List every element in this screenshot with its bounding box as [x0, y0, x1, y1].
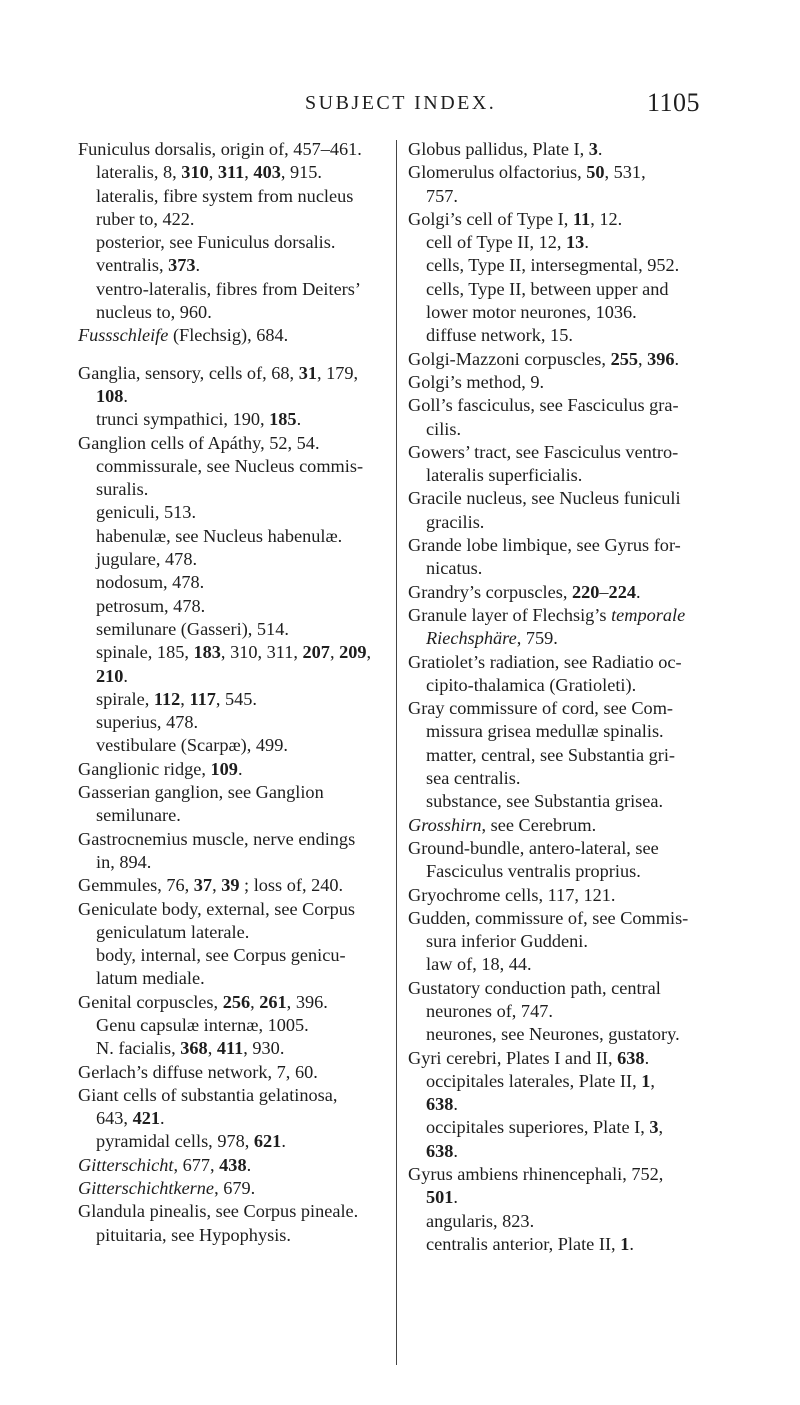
index-entry-line [78, 432, 394, 455]
entry-text: Giant cells of substantia gelatinosa, [78, 1084, 338, 1105]
entry-text: ruber to, 422. [96, 208, 195, 229]
entry-text: Funiculus dorsalis, origin of, 457–461. [78, 139, 362, 159]
index-entry-line [408, 231, 722, 254]
page-reference-bold: 109 [210, 758, 238, 779]
page-reference-bold: 210 [96, 665, 124, 686]
entry-text: . [123, 385, 128, 406]
page-reference-bold: 311 [217, 162, 245, 183]
page-reference-bold: 368 [180, 1038, 208, 1059]
index-entry-line [408, 1116, 722, 1139]
entry-text: . [296, 409, 302, 430]
page-reference-bold: 112 [153, 688, 181, 709]
entry-text: nucleus to, 960. [96, 302, 212, 323]
index-entry-line [78, 758, 394, 781]
entry-text: , 12. [590, 208, 623, 229]
entry-text: semilunare. [96, 805, 181, 826]
entry-text: posterior, see Funiculus dorsalis. [96, 232, 336, 253]
page-reference-bold: 50 [586, 162, 605, 183]
entry-text: cilis. [426, 418, 462, 439]
index-entry-line [78, 185, 394, 208]
page-reference-bold: 255 [610, 348, 638, 369]
entry-text: trunci sympathici, 190, [96, 409, 270, 430]
entry-text: geniculi, 513. [96, 502, 197, 523]
page-reference-bold: 501 [426, 1187, 454, 1208]
entry-text: matter, central, see Substantia gri- [426, 744, 676, 765]
index-entry-line [78, 1154, 394, 1177]
entry-text: Ground-bundle, antero-lateral, see [408, 837, 659, 858]
page-reference-bold: 1 [641, 1070, 651, 1091]
entry-text: gracilis. [426, 511, 485, 532]
entry-text: , 396. [286, 991, 328, 1012]
entry-text: Geniculate body, external, see Corpus [78, 898, 356, 919]
index-entry-line [78, 688, 394, 711]
index-entry-line [78, 161, 394, 184]
index-entry-line [78, 1224, 394, 1247]
index-entry-line [408, 837, 722, 860]
index-entry-line [78, 665, 394, 688]
entry-text: Ganglionic ridge, [78, 758, 211, 779]
index-entry-line [78, 991, 394, 1014]
index-entry-line [408, 1047, 722, 1070]
index-entry-line [408, 208, 722, 231]
entry-text: , [208, 162, 218, 183]
entry-text: Gowers’ tract, see Fasciculus ventro- [408, 441, 679, 462]
entry-text: Gustatory conduction path, central [408, 977, 661, 998]
entry-text: , 677, [173, 1154, 220, 1175]
entry-text: Gracile nucleus, see Nucleus funiculi [408, 488, 681, 509]
index-entry-line [78, 548, 394, 571]
index-entry-line [78, 301, 394, 324]
entry-text: Gerlach’s diffuse network, 7, 60. [78, 1061, 318, 1082]
entry-text: lower motor neurones, 1036. [426, 302, 637, 323]
index-entry-line [408, 1000, 722, 1023]
entry-text: Golgi’s cell of Type I, [408, 208, 573, 229]
index-entry-line [408, 534, 722, 557]
index-entry-line [408, 185, 722, 208]
entry-text: , [366, 642, 372, 663]
entry-text: nicatus. [426, 558, 483, 579]
page-reference-bold: 224 [608, 581, 636, 602]
index-entry-line [408, 581, 722, 604]
entry-text: . [453, 1094, 458, 1115]
entry-text: habenulæ, see Nucleus habenulæ. [96, 525, 343, 546]
entry-text: sura inferior Guddeni. [426, 931, 588, 952]
index-entry-line [408, 697, 722, 720]
index-entry-line [78, 804, 394, 827]
index-entry-line [78, 898, 394, 921]
index-entry-line [78, 501, 394, 524]
index-entry-line [408, 627, 722, 650]
entry-term-italic: Gitterschicht [78, 1154, 174, 1175]
page-reference-bold: 220 [571, 581, 600, 602]
index-entry-line [78, 208, 394, 231]
column-divider [396, 140, 397, 1365]
page-reference-bold: 403 [253, 162, 281, 183]
entry-text: nodosum, 478. [96, 572, 205, 593]
index-entry-line [408, 161, 722, 184]
page-reference-bold: 421 [132, 1108, 160, 1129]
entry-text: centralis anterior, Plate II, [426, 1233, 621, 1254]
entry-text: , see Cerebrum. [481, 814, 597, 835]
index-entry-line [408, 1070, 722, 1093]
index-entry-line [78, 1061, 394, 1084]
index-entry-line [408, 511, 722, 534]
entry-text: angularis, 823. [426, 1210, 535, 1231]
index-entry-line [408, 674, 722, 697]
page-reference-bold: 39 [221, 875, 240, 896]
entry-text: substance, see Substantia grisea. [426, 791, 664, 812]
index-entry-line [408, 720, 722, 743]
page-reference-bold: 396 [647, 348, 675, 369]
index-entry-line [408, 278, 722, 301]
index-entry-line [408, 744, 722, 767]
entry-text: sea centralis. [426, 768, 521, 789]
entry-text: cell of Type II, 12, [426, 232, 567, 253]
entry-text: Glandula pinealis, see Corpus pineale. [78, 1201, 359, 1222]
entry-text: pyramidal cells, 978, [96, 1131, 254, 1152]
entry-text: , [250, 991, 260, 1012]
index-entry-line [408, 1140, 722, 1163]
index-entry-line [78, 851, 394, 874]
entry-text: cells, Type II, intersegmental, 952. [426, 255, 680, 276]
entry-text: pituitaria, see Hypophysis. [96, 1224, 291, 1245]
page-reference-bold: 310 [181, 162, 209, 183]
entry-text: , 759. [516, 628, 558, 649]
entry-text: ventralis, [96, 255, 169, 276]
entry-text: . [584, 232, 589, 253]
entry-text: , [244, 162, 254, 183]
entry-text: , [212, 875, 222, 896]
entry-term-italic: temporale [611, 604, 686, 625]
page-header [0, 86, 800, 120]
entry-text: Granule layer of Flechsig’s [408, 604, 612, 625]
page-reference-bold: 209 [339, 642, 367, 663]
entry-text: cipito-thalamica (Gratioleti). [426, 674, 637, 695]
index-entry-line [408, 907, 722, 930]
entry-text: , 679. [214, 1178, 256, 1199]
entry-text: law of, 18, 44. [426, 954, 532, 975]
index-entry-line [78, 1037, 394, 1060]
entry-text: Gryochrome cells, 117, 121. [408, 884, 616, 905]
entry-text: lateralis superficialis. [426, 465, 583, 486]
index-entry-line [78, 254, 394, 277]
page-reference-bold: 108 [96, 385, 124, 406]
entry-text: , 930. [243, 1038, 285, 1059]
entry-text: Genu capsulæ internæ, 1005. [96, 1014, 309, 1035]
page-reference-bold: 256 [222, 991, 251, 1012]
entry-text: Glomerulus olfactorius, [408, 162, 587, 183]
entry-text: , [637, 348, 648, 369]
index-entry-line [408, 790, 722, 813]
index-entry-line [408, 767, 722, 790]
entry-text: – [599, 581, 609, 602]
entry-text: cells, Type II, between upper and [426, 278, 669, 299]
entry-text: . [674, 348, 680, 369]
entry-text: . [159, 1108, 165, 1129]
entry-text: , [658, 1117, 664, 1138]
entry-text: Gudden, commissure of, see Commis- [408, 907, 689, 928]
entry-text: Grande lobe limbique, see Gyrus for- [408, 535, 681, 556]
entry-text: missura grisea medullæ spinalis. [426, 721, 664, 742]
entry-text: . [629, 1233, 634, 1254]
index-entry-line [408, 1023, 722, 1046]
entry-text: Gemmules, 76, [78, 875, 194, 896]
index-entry-line [78, 595, 394, 618]
index-entry-line [408, 930, 722, 953]
page-reference-bold: 3 [588, 139, 598, 159]
entry-text: superius, 478. [96, 712, 199, 733]
index-entry-line [78, 1130, 394, 1153]
index-entry-line [78, 967, 394, 990]
entry-text: , 915. [280, 162, 322, 183]
entry-text: , [650, 1070, 655, 1091]
index-entry-line [408, 324, 722, 347]
entry-text: , 545. [215, 688, 257, 709]
entry-text: commissurale, see Nucleus commis- [96, 455, 364, 476]
entry-text: Gasserian ganglion, see Ganglion [78, 782, 324, 803]
page-reference-bold: 638 [426, 1094, 454, 1115]
page-reference-bold: 261 [259, 991, 287, 1012]
entry-text: Golgi-Mazzoni corpuscles, [408, 348, 611, 369]
entry-text: , [329, 642, 340, 663]
entry-text: 757. [426, 185, 458, 206]
entry-text: neurones of, 747. [426, 1000, 553, 1021]
entry-text: occipitales superiores, Plate I, [426, 1117, 650, 1138]
index-entry-line [78, 324, 394, 347]
entry-text: in, 894. [96, 851, 152, 872]
index-entry-line [408, 604, 722, 627]
index-entry-line [408, 487, 722, 510]
entry-text: Gray commissure of cord, see Com- [408, 698, 674, 719]
index-entry-line [408, 301, 722, 324]
entry-term-italic: Gitterschichtkerne [78, 1178, 215, 1199]
index-entry-line [78, 828, 394, 851]
entry-text: . [453, 1140, 458, 1161]
index-entry-line [408, 1093, 722, 1116]
entry-text: petrosum, 478. [96, 595, 206, 616]
entry-text: . [453, 1187, 458, 1208]
index-entry-line [408, 464, 722, 487]
entry-text: . [246, 1154, 252, 1175]
index-entry-line [408, 860, 722, 883]
index-entry-line [78, 1084, 394, 1107]
index-entry-line [408, 1233, 722, 1256]
index-entry-line [78, 362, 394, 385]
running-title: SUBJECT INDEX. [305, 92, 497, 114]
entry-text: . [635, 581, 641, 602]
page-reference-bold: 37 [193, 875, 213, 896]
index-entry-line [78, 641, 394, 664]
page-reference-bold: 373 [168, 255, 196, 276]
index-entry-line [408, 814, 722, 837]
entry-text: semilunare (Gasseri), 514. [96, 618, 289, 639]
index-entry-line [78, 1177, 394, 1200]
entry-text: Ganglia, sensory, cells of, 68, [78, 362, 299, 383]
left-index-column [78, 138, 394, 1247]
entry-text: Ganglion cells of Apáthy, 52, 54. [78, 432, 320, 453]
entry-text: , 179, [316, 362, 359, 383]
entry-text: , 310, 311, [220, 642, 303, 663]
page-number: 1105 [647, 88, 701, 117]
entry-text: Fasciculus ventralis proprius. [426, 861, 641, 882]
entry-text: suralis. [96, 479, 149, 500]
entry-text: ; loss of, 240. [239, 875, 344, 896]
index-entry-line [78, 408, 394, 431]
page-reference-bold: 3 [649, 1117, 659, 1138]
entry-text: . [281, 1131, 286, 1152]
entry-text: body, internal, see Corpus genicu- [96, 945, 346, 966]
page-reference-bold: 185 [269, 409, 297, 430]
index-entry-line [78, 781, 394, 804]
entry-text: lateralis, 8, [96, 162, 182, 183]
entry-text: jugulare, 478. [96, 549, 198, 570]
entry-text: occipitales laterales, Plate II, [426, 1070, 642, 1091]
index-entry-line [408, 651, 722, 674]
index-entry-line [408, 977, 722, 1000]
page-reference-bold: 638 [617, 1047, 645, 1068]
entry-text: spirale, [96, 688, 154, 709]
entry-term-italic: Fussschleife [78, 325, 169, 346]
page-reference-bold: 411 [216, 1038, 244, 1059]
index-entry-line [408, 1163, 722, 1186]
page-reference-bold: 1 [620, 1233, 630, 1254]
page-reference-bold: 13 [566, 232, 585, 253]
index-entry-line [78, 874, 394, 897]
index-entry-line [408, 254, 722, 277]
index-section-gap [78, 348, 394, 362]
entry-text: geniculatum laterale. [96, 921, 250, 942]
index-entry-line [408, 1186, 722, 1209]
index-entry-line [78, 618, 394, 641]
index-entry-line [408, 1210, 722, 1233]
entry-text: Gyrus ambiens rhinencephali, 752, [408, 1164, 664, 1185]
entry-text: diffuse network, 15. [426, 325, 573, 346]
entry-text: , 531, [604, 162, 646, 183]
entry-text: N. facialis, [96, 1038, 181, 1059]
page-reference-bold: 638 [426, 1140, 454, 1161]
index-entry-line [408, 348, 722, 371]
index-entry-line [78, 1107, 394, 1130]
index-entry-line [78, 571, 394, 594]
entry-term-italic: Riechsphäre [426, 628, 517, 649]
entry-term-italic: Grosshirn [408, 814, 482, 835]
index-entry-line [78, 944, 394, 967]
page-reference-bold: 117 [189, 688, 216, 709]
entry-text: latum mediale. [96, 968, 205, 989]
entry-text: ventro-lateralis, fibres from Deiters’ [96, 278, 361, 299]
index-entry-line [408, 884, 722, 907]
index-entry-line [78, 278, 394, 301]
page-reference-bold: 438 [219, 1154, 247, 1175]
index-entry-line [408, 441, 722, 464]
index-entry-line [78, 1014, 394, 1037]
page-reference-bold: 207 [302, 642, 330, 663]
index-entry-line [78, 455, 394, 478]
page-reference-bold: 11 [572, 208, 591, 229]
entry-text: . [644, 1047, 650, 1068]
entry-text: spinale, 185, [96, 642, 194, 663]
index-entry-line [78, 525, 394, 548]
entry-text: Gastrocnemius muscle, nerve endings [78, 828, 356, 849]
index-entry-line [408, 953, 722, 976]
entry-text: Goll’s fasciculus, see Fasciculus gra- [408, 395, 679, 416]
index-entry-line [78, 385, 394, 408]
index-entry-line [408, 138, 722, 161]
index-entry-line [78, 1200, 394, 1223]
entry-text: . [195, 255, 201, 276]
page-reference-bold: 183 [193, 642, 221, 663]
index-entry-line [408, 371, 722, 394]
index-entry-line [78, 734, 394, 757]
index-entry-line [408, 557, 722, 580]
page-reference-bold: 621 [253, 1131, 282, 1152]
entry-text: Golgi’s method, 9. [408, 371, 545, 392]
entry-text: lateralis, fibre system from nucleus [96, 185, 354, 206]
entry-text: 643, [96, 1108, 133, 1129]
index-entry-line [78, 478, 394, 501]
index-entry-line [78, 231, 394, 254]
entry-text: , [180, 688, 190, 709]
index-entry-line [408, 394, 722, 417]
entry-text: Globus pallidus, Plate I, [408, 139, 589, 159]
entry-text: Grandry’s corpuscles, [408, 581, 572, 602]
entry-text: (Flechsig), 684. [168, 325, 289, 346]
entry-text: . [237, 758, 243, 779]
entry-text: Genital corpuscles, [78, 991, 223, 1012]
entry-text: vestibulare (Scarpæ), 499. [96, 735, 288, 756]
entry-text: Gratiolet’s radiation, see Radiatio oc- [408, 651, 682, 672]
right-index-column [408, 138, 722, 1256]
entry-text: . [123, 665, 128, 686]
index-entry-line [408, 418, 722, 441]
page-reference-bold: 31 [298, 362, 317, 383]
entry-text: , [207, 1038, 217, 1059]
index-entry-line [78, 921, 394, 944]
entry-text: . [597, 139, 603, 159]
index-entry-line [78, 711, 394, 734]
index-entry-line [78, 138, 394, 161]
entry-text: neurones, see Neurones, gustatory. [426, 1024, 680, 1045]
entry-text: Gyri cerebri, Plates I and II, [408, 1047, 618, 1068]
